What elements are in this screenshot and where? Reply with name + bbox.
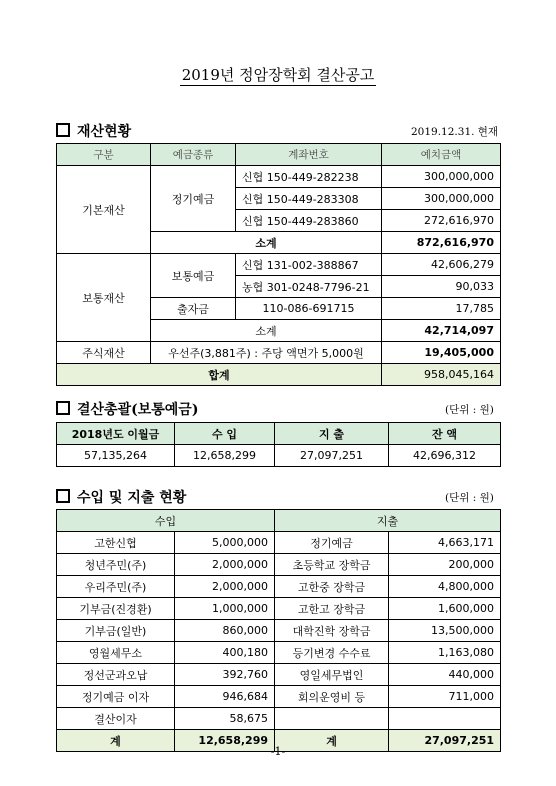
header-category: 구분 [57,144,151,166]
account-number: 신협 131-002-388867 [236,254,382,276]
income-label: 결산이자 [57,708,175,730]
header-deposit-type: 예금종류 [151,144,236,166]
total-label: 합계 [57,364,382,386]
assets-table [56,143,501,386]
expense-value: 27,097,251 [275,445,389,467]
income-header: 수입 [57,510,275,532]
income-expense-table [56,509,501,752]
income-amount: 5,000,000 [175,532,275,554]
subtotal-label: 소계 [151,232,382,254]
income-amount: 58,675 [175,708,275,730]
expense-amount: 4,800,000 [389,576,501,598]
income-amount: 860,000 [175,620,275,642]
document-title: 2019년 정암장학회 결산공고 [181,66,375,84]
expense-label: 초등학교 장학금 [275,554,389,576]
income-label: 기부금(진경환) [57,598,175,620]
income-label: 청년주민(주) [57,554,175,576]
expense-label: 고한중 장학금 [275,576,389,598]
expense-amount: 1,163,080 [389,642,501,664]
expense-label: 등기변경 수수료 [275,642,389,664]
balance-value: 42,696,312 [389,445,501,467]
header-amount: 예치금액 [382,144,501,166]
expense-label: 대학진학 장학금 [275,620,389,642]
date-note: 2019.12.31. 현재 [411,126,499,138]
unit-note: (단위 : 원) [445,404,494,416]
stock-desc: 우선주(3,881주) : 주당 액면가 5,000원 [151,342,382,364]
account-number: 신협 150-449-282238 [236,166,382,188]
income-label: 기부금(일반) [57,620,175,642]
expense-total: 27,097,251 [389,730,501,752]
income-label: 고한신협 [57,532,175,554]
expense-amount: 200,000 [389,554,501,576]
amount: 90,033 [382,276,501,298]
subtotal-amount: 872,616,970 [382,232,501,254]
subtotal-label: 소계 [151,320,382,342]
table-row [57,166,501,188]
expense-header: 지출 [275,510,501,532]
amount: 300,000,000 [382,166,501,188]
assets-header-row [57,144,501,166]
table-row [57,554,501,576]
expense-amount [389,708,501,730]
basic-deposit-type: 정기예금 [151,166,236,232]
income-amount: 400,180 [175,642,275,664]
expense-label: 정기예금 [275,532,389,554]
expense-label: 회의운영비 등 [275,686,389,708]
amount: 17,785 [382,298,501,320]
total-row [57,364,501,386]
table-row [57,686,501,708]
expense-amount: 440,000 [389,664,501,686]
table-row [57,620,501,642]
header-balance: 잔 액 [389,423,501,445]
checkbox-square-icon [56,123,70,137]
account-number: 농협 301-0248-7796-21 [236,276,382,298]
unit-note: (단위 : 원) [445,492,494,504]
income-amount: 2,000,000 [175,576,275,598]
summary-values-row [57,445,501,467]
income-amount: 392,760 [175,664,275,686]
expense-amount: 711,000 [389,686,501,708]
checkbox-square-icon [56,489,70,503]
table-row [57,598,501,620]
table-row [57,708,501,730]
section3-heading: 수입 및 지출 현황 [56,487,186,507]
income-label: 영월세무소 [57,642,175,664]
expense-amount: 4,663,171 [389,532,501,554]
header-carryover: 2018년도 이월금 [57,423,175,445]
income-label: 정기예금 이자 [57,686,175,708]
expense-total-label: 계 [275,730,389,752]
basic-category: 기본재산 [57,166,151,254]
header-account: 계좌번호 [236,144,382,166]
section2-heading: 결산총괄(보통예금) [56,399,198,419]
carryover-value: 57,135,264 [57,445,175,467]
ordinary-deposit-type: 보통예금 [151,254,236,298]
income-amount: 946,684 [175,686,275,708]
table-row [57,642,501,664]
table-row [57,664,501,686]
account-number: 신협 150-449-283860 [236,210,382,232]
income-label: 정선군과오납 [57,664,175,686]
stock-category: 주식재산 [57,342,151,364]
income-expense-header-row [57,510,501,532]
amount: 300,000,000 [382,188,501,210]
income-total: 12,658,299 [175,730,275,752]
page-number: -1- [270,745,286,758]
account-number: 신협 150-449-283308 [236,188,382,210]
summary-table [56,422,501,467]
total-amount: 958,045,164 [382,364,501,386]
income-value: 12,658,299 [175,445,275,467]
income-amount: 2,000,000 [175,554,275,576]
subtotal-amount: 42,714,097 [382,320,501,342]
expense-amount: 1,600,000 [389,598,501,620]
income-total-label: 계 [57,730,175,752]
table-row [57,254,501,276]
income-amount: 1,000,000 [175,598,275,620]
stock-row [57,342,501,364]
expense-label: 고한고 장학금 [275,598,389,620]
table-row [57,576,501,598]
table-row [57,532,501,554]
income-label: 우리주민(주) [57,576,175,598]
ordinary-category: 보통재산 [57,254,151,342]
capital-type: 출자금 [151,298,236,320]
amount: 272,616,970 [382,210,501,232]
expense-label [275,708,389,730]
checkbox-square-icon [56,401,70,415]
section1-heading: 재산현황 [56,121,131,141]
stock-amount: 19,405,000 [382,342,501,364]
header-expense: 지 출 [275,423,389,445]
amount: 42,606,279 [382,254,501,276]
summary-header-row [57,423,501,445]
expense-amount: 13,500,000 [389,620,501,642]
expense-label: 영일세무법인 [275,664,389,686]
account-number: 110-086-691715 [236,298,382,320]
header-income: 수 입 [175,423,275,445]
